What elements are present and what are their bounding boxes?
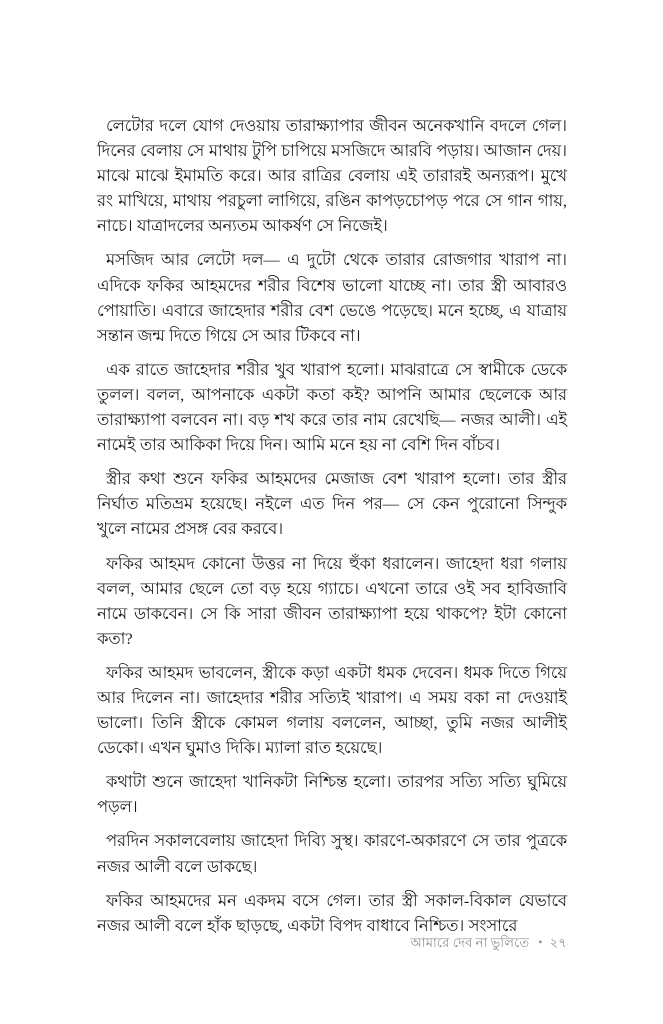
paragraph: পরদিন সকালবেলায় জাহেদা দিব্যি সুস্থ। কারণে-অকারণে সে তার পুত্রকে নজর আলী বলে ডাকছে। (97, 831, 567, 876)
page-footer (0, 934, 567, 952)
paragraph: স্ত্রীর কথা শুনে ফকির আহমদের মেজাজ বেশ খারাপ হলো। তার স্ত্রীর নির্ঘাত মতিভ্রম হয়েছে। নইলে এত দিন পর— সে কেন পুরোনো সিন্দুক খুলে নামের প্রসঙ্গ বের করবে। (97, 469, 567, 539)
paragraph: মসজিদ আর লেটো দল— এ দুটো থেকে তারার রোজগার খারাপ না। এদিকে ফকির আহমদের শরীর বিশেষ ভালো যাচ্ছে না। তার স্ত্রী আবারও পোয়াতি। এবারে জাহেদার শরীর বেশ ভেঙে পড়েছে। মনে হচ্ছে, এ যাত্রায় সন্তান জন্ম দিতে গিয়ে সে আর টিকবে না। (97, 250, 567, 345)
footer-book-title: আমারে দেব না ভুলিতে (410, 935, 530, 950)
paragraph: ফকির আহমদের মন একদম বসে গেল। তার স্ত্রী সকাল-বিকাল যেভাবে নজর আলী বলে হাঁক ছাড়ছে, একটা বিপদ বাধাবে নিশ্চিত। সংসারে (97, 890, 567, 935)
paragraph: লেটোর দলে যোগ দেওয়ায় তারাক্ষ্যাপার জীবন অনেকখানি বদলে গেল। দিনের বেলায় সে মাথায় টুপি চাপিয়ে মসজিদে আরবি পড়ায়। আজান দেয়। মাঝে মাঝে ইমামতি করে। আর রাত্রির বেলায় এই তারারই অন্যরূপ। মুখে রং মাখিয়ে, মাথায় পরচুলা লাগিয়ে, রঙিন কাপড়চোপড় পরে সে গান গায়, নাচে। যাত্রাদলের অন্যতম আকর্ষণ সে নিজেই। (97, 116, 567, 236)
paragraph: এক রাতে জাহেদার শরীর খুব খারাপ হলো। মাঝরাত্রে সে স্বামীকে ডেকে তুলল। বলল, আপনাকে একটা কতা কই? আপনি আমার ছেলেকে আর তারাক্ষ্যাপা বলবেন না। বড় শখ করে তার নাম রেখেছি— নজর আলী। এই নামেই তার আকিকা দিয়ে দিন। আমি মনে হয় না বেশি দিন বাঁচব। (97, 359, 567, 455)
page-text-block (97, 113, 567, 938)
paragraph: ফকির আহমদ কোনো উত্তর না দিয়ে হুঁকা ধরালেন। জাহেদা ধরা গলায় বলল, আমার ছেলে তো বড় হয়ে গ্যাচে। এখনো তারে ওই সব হাবিজাবি নামে ডাকবেন। সে কি সারা জীবন তারাক্ষ্যাপা হয়ে থাকপে? ইটা কোনো কতা? (97, 553, 567, 648)
paragraph: ফকির আহমদ ভাবলেন, স্ত্রীকে কড়া একটা ধমক দেবেন। ধমক দিতে গিয়ে আর দিলেন না। জাহেদার শরীর সত্যিই খারাপ। এ সময় বকা না দেওয়াই ভালো। তিনি স্ত্রীকে কোমল গলায় বললেন, আচ্ছা, তুমি নজর আলীই ডেকো। এখন ঘুমাও দিকি। ম্যালা রাত হয়েছে। (97, 662, 567, 758)
footer-separator-dot: • (538, 935, 543, 949)
footer-page-number: ২৭ (549, 935, 567, 950)
paragraph: কথাটা শুনে জাহেদা খানিকটা নিশ্চিন্ত হলো। তারপর সত্যি সত্যি ঘুমিয়ে পড়ল। (97, 772, 567, 817)
